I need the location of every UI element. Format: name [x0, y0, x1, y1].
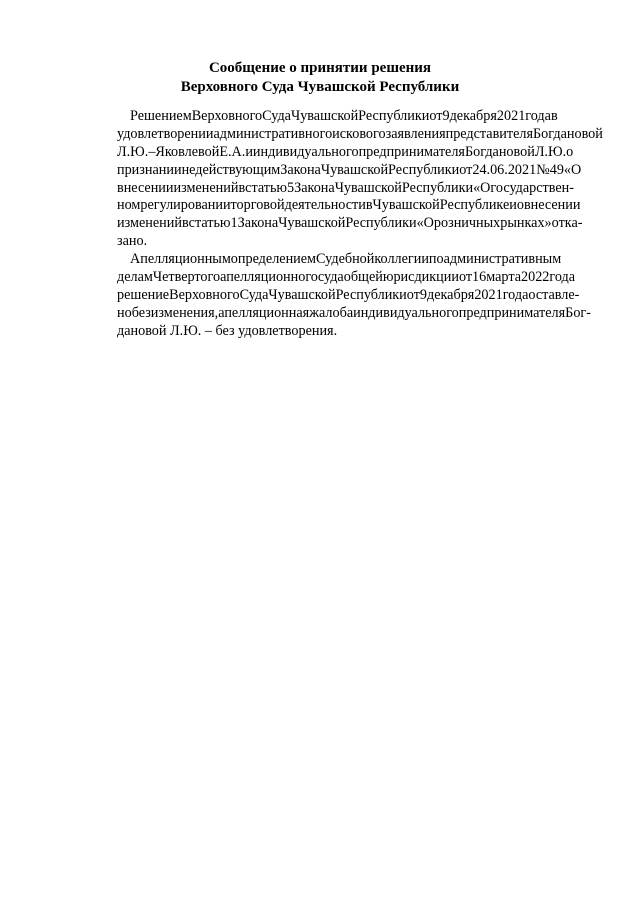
word: года	[525, 108, 551, 124]
word: Республики	[388, 161, 460, 178]
word: Закона	[280, 161, 321, 178]
word: и	[509, 197, 517, 214]
word: юрисдикции	[382, 269, 459, 286]
word: о	[516, 197, 524, 214]
word: 2021	[496, 108, 526, 124]
word: ном	[117, 197, 141, 214]
word: в	[181, 215, 189, 232]
word: апелляционного	[220, 269, 318, 286]
word: государствен-	[490, 179, 574, 196]
word: 24.06.2021	[472, 161, 537, 178]
word: 2021	[474, 286, 503, 303]
word: Л.Ю.	[117, 143, 149, 160]
word: заявления	[385, 125, 446, 142]
word: предпринимателя	[458, 304, 566, 321]
word: и	[245, 143, 253, 160]
text-line	[117, 125, 603, 144]
word: административным	[443, 251, 562, 268]
word: –	[148, 143, 156, 160]
word: 9	[442, 108, 450, 124]
word: индивидуального	[252, 143, 359, 160]
word: Судебной	[316, 251, 375, 268]
word: Чувашской	[320, 161, 389, 178]
document-body	[117, 108, 603, 341]
word: в	[550, 108, 558, 124]
word: представителя	[445, 125, 534, 142]
word: оставле-	[528, 286, 580, 303]
word: Богдановой	[464, 143, 535, 160]
word: «О	[416, 215, 434, 232]
word: определением	[230, 251, 317, 268]
word: «О	[473, 179, 491, 196]
word: статью	[245, 179, 288, 196]
word: марта	[486, 269, 521, 286]
word: Яковлевой	[155, 143, 220, 160]
word: Л.Ю.	[534, 143, 567, 160]
word: торговой	[230, 197, 285, 214]
text-line: дановой Л.Ю. – без удовлетворения.	[117, 322, 338, 339]
word: по	[428, 251, 444, 268]
text-line	[117, 108, 558, 126]
word: изменений	[117, 215, 182, 232]
text-line: зано.	[117, 233, 148, 250]
word: деятельности	[284, 197, 366, 214]
word: Республики	[335, 286, 407, 303]
word: искового	[332, 125, 386, 142]
word: от	[459, 161, 473, 178]
word: от	[458, 269, 473, 286]
word: Республики	[345, 215, 417, 232]
paragraph-decision	[117, 108, 603, 251]
word: апелляционная	[218, 304, 310, 321]
word: Суда	[239, 286, 269, 303]
word: Закона	[294, 179, 335, 196]
word: статью	[188, 215, 231, 232]
word: года	[549, 269, 576, 286]
text-line	[117, 269, 576, 287]
word: 5	[287, 179, 295, 196]
word: коллегии	[374, 251, 429, 268]
word: декабря	[449, 108, 497, 124]
word: Богдановой	[533, 125, 603, 142]
word: внесении	[117, 179, 174, 196]
title-line-1: Сообщение о принятии решения	[208, 60, 432, 76]
title-line-2: Верховного Суда Чувашской Республики	[180, 79, 460, 95]
word: 16	[472, 269, 487, 286]
word: признании	[117, 161, 182, 178]
text-line	[117, 143, 574, 162]
word: регулировании	[140, 197, 231, 214]
word: делам	[117, 269, 153, 286]
word: индивидуального	[353, 304, 459, 321]
word: Четвертого	[152, 269, 221, 286]
word: Верховного	[169, 286, 240, 303]
word: Чувашской	[334, 179, 402, 196]
text-line	[117, 179, 574, 198]
word: предпринимателя	[358, 143, 465, 160]
word: Республики	[358, 108, 430, 124]
word: изменений	[173, 179, 239, 196]
word: розничных	[433, 215, 501, 232]
word: Закона	[237, 215, 279, 232]
word: Бог-	[565, 304, 591, 321]
word: Чувашской	[278, 215, 346, 232]
text-line	[117, 161, 582, 180]
word: 2022	[521, 269, 550, 286]
word: от	[406, 286, 420, 303]
word: но	[117, 304, 132, 321]
word: от	[429, 108, 443, 124]
word: 49	[549, 161, 564, 178]
word: 1	[230, 215, 238, 232]
text-line	[117, 197, 581, 215]
word: 9	[419, 286, 427, 303]
word: жалоба	[309, 304, 354, 321]
word: рынках»	[500, 215, 552, 232]
word: Верховного	[191, 108, 263, 124]
word: в	[238, 179, 246, 196]
word: «О	[563, 161, 582, 178]
word: административного	[213, 125, 333, 142]
word: №	[536, 161, 550, 178]
word: года	[502, 286, 529, 303]
word: в	[365, 197, 373, 214]
word: Чувашской	[290, 108, 359, 124]
word: Чувашской	[268, 286, 336, 303]
word: Е.А.	[219, 143, 246, 160]
word: Республике	[439, 197, 510, 214]
word: отка-	[551, 215, 583, 232]
word: решение	[117, 286, 170, 303]
word: недействующим	[181, 161, 281, 178]
word: Чувашской	[372, 197, 440, 214]
text-line	[117, 286, 580, 305]
word: Суда	[262, 108, 291, 124]
word: декабря	[426, 286, 475, 303]
document-title	[0, 59, 640, 97]
word: суда	[317, 269, 344, 286]
word: удовлетворении	[117, 125, 214, 142]
word: о	[566, 143, 574, 160]
word: без	[131, 304, 151, 321]
text-line	[117, 304, 591, 323]
word: Решением	[130, 108, 192, 124]
word: Апелляционным	[130, 251, 231, 268]
word: внесении	[523, 197, 581, 214]
text-line	[117, 215, 583, 233]
text-line	[117, 251, 562, 269]
word: изменения,	[150, 304, 219, 321]
word: Республики	[401, 179, 474, 196]
paragraph-appeal	[117, 251, 591, 340]
word: общей	[343, 269, 383, 286]
